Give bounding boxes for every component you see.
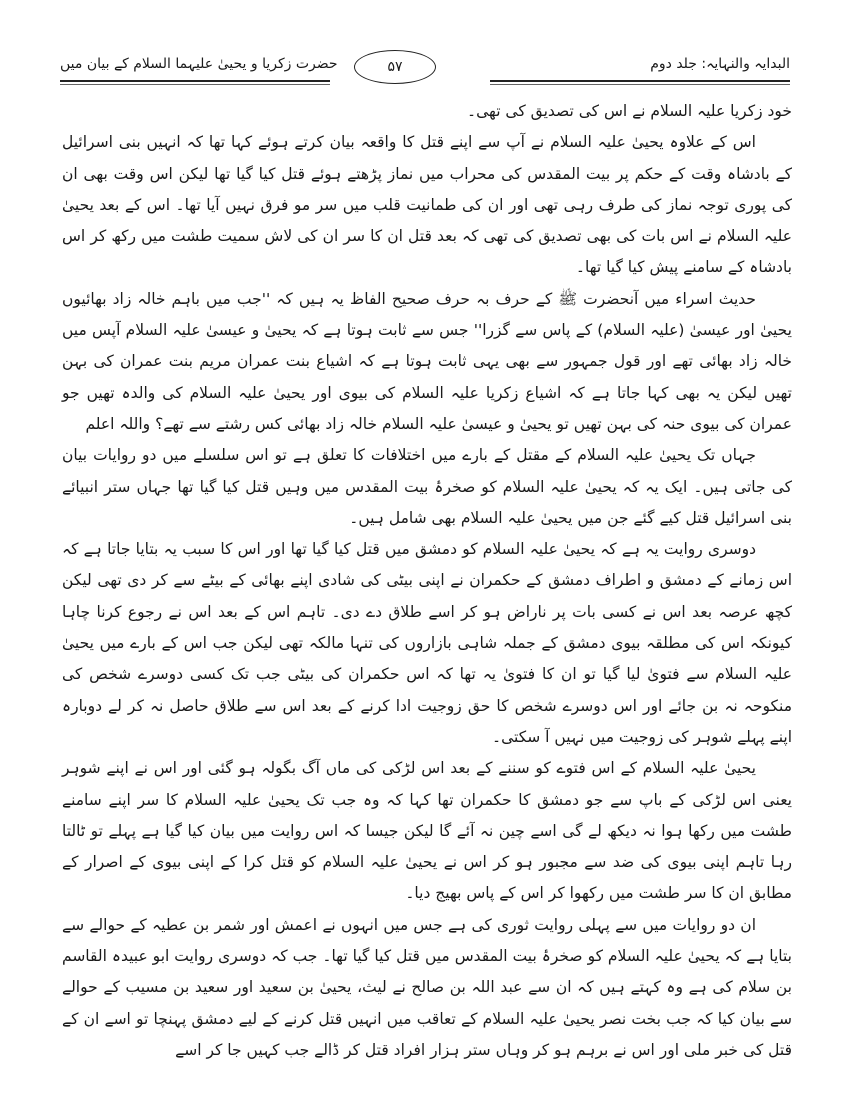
paragraph: خود زکریا علیہ السلام نے اس کی تصدیق کی تھی۔ — [467, 102, 792, 120]
page-number: ۵۷ — [354, 50, 436, 84]
running-header — [60, 50, 790, 86]
header-rule-right — [490, 80, 790, 82]
paragraph: اس کے علاوہ یحییٰ علیہ السلام نے آپ سے اپنے قتل کا واقعہ بیان کرتے ہوئے کہا تھا کہ انہیں بنی اسرائیل کے بادشاہ وقت کے حکم پر بیت المقدس کی محراب میں نماز پڑھتے ہوئے قتل کیا گیا تھا لیکن اس وقت بھی ان کی پوری توجہ نماز کی طرف رہی تھی اور ان کی طمانیت قلب میں سر مو فرق نہیں آیا تھا۔ اس کے بعد یحییٰ علیہ السلام نے اس بات کی بھی تصدیق کی تھی کہ بعد قتل ان کا سر ان کی لاش سمیت طشت میں رکھ کر اس بادشاہ کے سامنے پیش کیا گیا تھا۔ — [62, 133, 792, 277]
body-text — [62, 96, 792, 1066]
book-title: البدایہ والنہایہ: جلد دوم — [650, 56, 790, 72]
paragraph: حدیث اسراء میں آنحضرت ﷺ کے حرف بہ حرف صحیح الفاظ یہ ہیں کہ ''جب میں باہم خالہ زاد بھائیوں یحییٰ اور عیسیٰ (علیہ السلام) کے پاس سے گزرا'' جس سے ثابت ہوتا ہے کہ یحییٰ و عیسیٰ علیہ السلام آپس میں خالہ زاد بھائی تھے اور قول جمہور سے بھی یہی ثابت ہوتا ہے کہ اشیاع بنت عمران مریم بنت عمران کی بہن تھیں لیکن یہ بھی کہا جاتا ہے کہ اشیاع زکریا علیہ السلام کی بیوی اور یحییٰ علیہ السلام کی والدہ تھیں جو عمران کی بیوی حنہ کی بہن تھیں تو یحییٰ و عیسیٰ علیہ السلام خالہ زاد بھائی کس رشتے سے تھے؟ واللہ اعلم — [62, 289, 792, 433]
paragraph: دوسری روایت یہ ہے کہ یحییٰ علیہ السلام کو دمشق میں قتل کیا گیا تھا اور اس کا سبب یہ بتایا جاتا ہے کہ اس زمانے کے دمشق و اطراف دمشق کے حکمران نے اپنی بیٹی کی شادی اپنے بھائی کے بیٹے سے کر دی تھی لیکن کچھ عرصہ بعد اس نے کسی بات پر ناراض ہو کر اسے طلاق دے دی۔ تاہم اس کے بعد اس نے رجوع کرنا چاہا کیونکہ اس کی مطلقہ بیوی دمشق کے جملہ شاہی بازاروں کی تنہا مالکہ تھی لیکن جب اس کے بارے میں یحییٰ علیہ السلام سے فتویٰ لیا گیا تو ان کا فتویٰ یہ تھا کہ اس حکمران کی بیٹی جب تک کسی دوسرے شخص کی منکوحہ نہ بن جائے اور اس دوسرے شخص کا حق زوجیت ادا کرنے کے بعد اس سے طلاق حاصل نہ کر لے دوبارہ اپنے پہلے شوہر کی زوجیت میں نہیں آ سکتی۔ — [62, 540, 792, 746]
header-rule-left — [60, 80, 330, 82]
paragraph: جہاں تک یحییٰ علیہ السلام کے مقتل کے بارے میں اختلافات کا تعلق ہے تو اس سلسلے میں دو روایات بیان کی جاتی ہیں۔ ایک یہ کہ یحییٰ علیہ السلام کو صخرۂ بیت المقدس میں وہیں قتل کیا گیا تھا جہاں ستر انبیائے بنی اسرائیل قتل کیے گئے جن میں یحییٰ علیہ السلام بھی شامل ہیں۔ — [62, 446, 792, 527]
paragraph: یحییٰ علیہ السلام کے اس فتوے کو سننے کے بعد اس لڑکی کی ماں آگ بگولہ ہو گئی اور اس نے اپنے شوہر یعنی اس لڑکی کے باپ سے جو دمشق کا حکمران تھا کہا کہ وہ جب تک یحییٰ علیہ السلام کا سر اپنے سامنے طشت میں رکھا ہوا نہ دیکھ لے گی اسے چین نہ آئے گا لیکن جیسا کہ اس روایت میں بیان کیا گیا ہے پہلے تو ٹالتا رہا تاہم اپنی بیوی کی ضد سے مجبور ہو کر اس نے یحییٰ علیہ السلام کو قتل کرا کے اپنی بیوی کے اصرار کے مطابق ان کا سر طشت میں رکھوا کر اس کے پاس بھیج دیا۔ — [62, 759, 792, 903]
paragraph: ان دو روایات میں سے پہلی روایت ثوری کی ہے جس میں انہوں نے اعمش اور شمر بن عطیہ کے حوالے سے بتایا ہے کہ یحییٰ علیہ السلام کو صخرۂ بیت المقدس میں قتل کیا گیا تھا۔ جب کہ دوسری روایت ابو عبیدہ القاسم بن سلام کی ہے وہ کہتے ہیں کہ ان سے عبد اللہ بن صالح نے لیث، یحییٰ بن سعید اور سعید بن مسیب کے حوالے سے بیان کیا کہ جب بخت نصر یحییٰ علیہ السلام کے تعاقب میں انہیں قتل کرنے کے لیے دمشق پہنچا تو اسے ان کے قتل کی خبر ملی اور اس نے برہم ہو کر وہاں ستر ہزار افراد قتل کر ڈالے جب کہیں جا کر اسے — [62, 915, 792, 1059]
chapter-title: حضرت زکریا و یحییٰ علیہما السلام کے بیان میں — [60, 56, 338, 72]
